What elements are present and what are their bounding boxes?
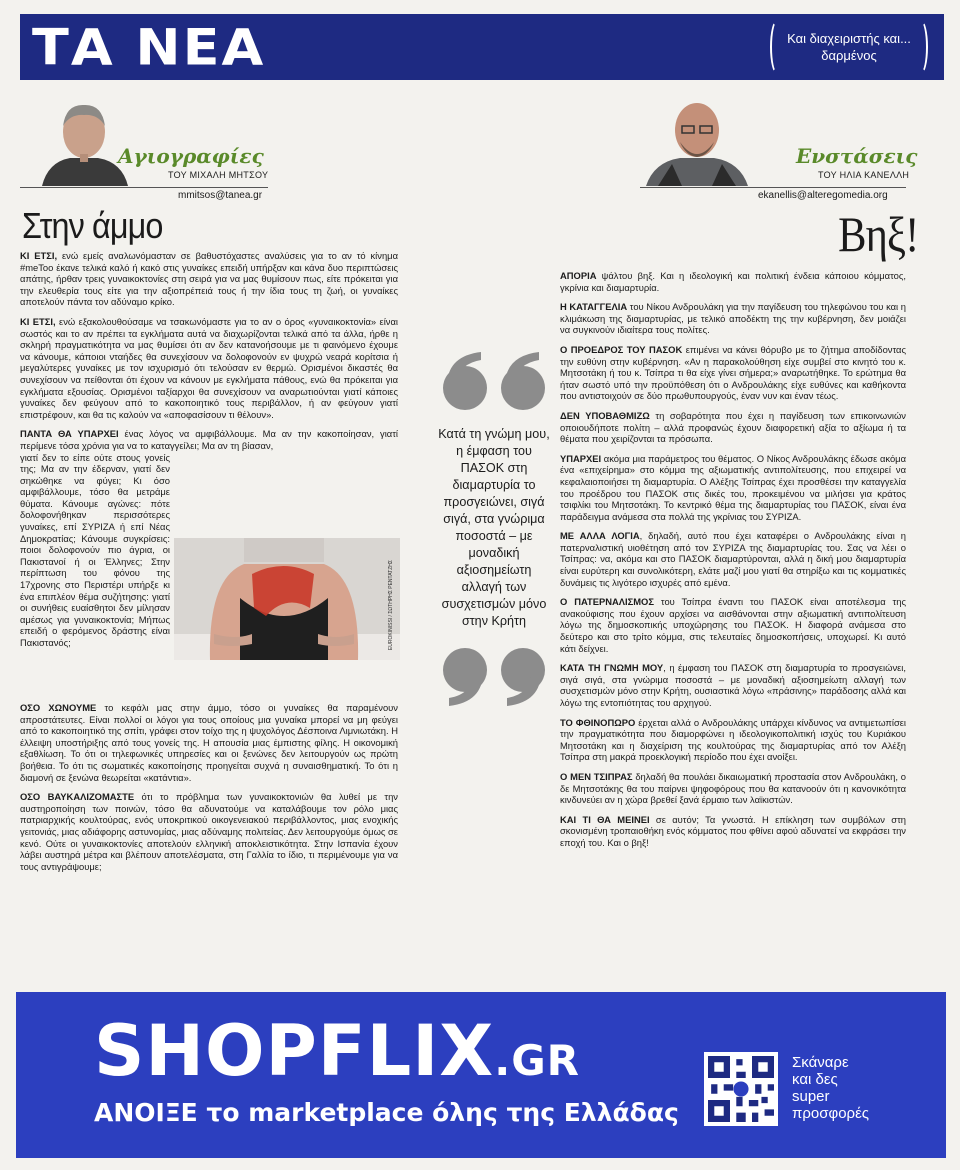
byline-right: ΤΟΥ ΗΛΙΑ ΚΑΝΕΛΛΗ bbox=[818, 170, 910, 180]
email-right[interactable]: ekanellis@alteregomedia.org bbox=[758, 190, 888, 201]
ad-tagline: ΑΝΟΙΞΕ το marketplace όλης της Ελλάδας bbox=[94, 1098, 679, 1127]
paragraph-lead: ΑΠΟΡΙΑ bbox=[560, 270, 597, 281]
protest-photo-illustration bbox=[174, 538, 400, 660]
open-quote-icon bbox=[436, 350, 552, 412]
divider-right bbox=[640, 187, 906, 188]
paragraph bbox=[560, 301, 906, 336]
paragraph-text: ψάλτου βηξ. Και η ιδεολογική και πολιτική ένδεια κάποιου κόμματος, γκρίνια και διαμαρτυρία. bbox=[560, 270, 906, 293]
paragraph-text: του Νίκου Ανδρουλάκη για την παγίδευση του τηλεφώνου του και η κλιμάκωση της διαμαρτυρίας, με τελικό αποδέκτη της την κυβέρνηση, δεν μοιάζει να συγκινούν ιδιαίτερα τους πολίτες. bbox=[560, 301, 906, 336]
paragraph bbox=[560, 662, 906, 708]
shopflix-advertisement[interactable] bbox=[16, 992, 946, 1158]
paragraph-lead: ΔΕΝ ΥΠΟΒΑΘΜΙΖΩ bbox=[560, 409, 650, 421]
paragraph bbox=[560, 453, 906, 523]
columnist-photo-kanellis bbox=[638, 96, 756, 186]
paragraph-text: ότι το πρόβλημα των γυναικοκτονιών θα λυθεί με την αυστηροποίηση των ποινών, τόσο θα αδυνατούμε να καταλάβουμε τον ρόλο μιας πατριαρχικής κουλτούρας, ενός υποκριτικού οικογενειακού περιβάλλοντος, μιας ενοχικής γειτονιάς, μιας αδιάφορης αστυνομίας, μιας αδύναμης πολιτείας. Δεν λειτουργούμε όμως σε κενό. Ούτε οι γυναικοκτονίες αποτελούν ελληνική αποκλειστικότητα. Στην Ισπανία έχουν λάβει αυστηρά μέτρα και βλέπουν αποτελέσματα, στη Γαλλία το ίδιο, τι περιμένουμε για να τους αντιγράψουμε; bbox=[20, 791, 398, 872]
paragraph-text: του Τσίπρα έναντι του ΠΑΣΟΚ είναι αποτέλεσμα της ανακούφισης που έχουν αρχίσει να αισθάνονται στην αξιωματική αντιπολίτευση λόγω της δημοσκοπικής υποχώρησης του ΠΑΣΟΚ. Η διαφορά ανάμεσα στο δεύτερο και στο τρίτο κόμμα, στις τελευταίες δημοσκοπήσεις, υποχωρεί. Κι αυτό κάτι δείχνει. bbox=[560, 596, 906, 654]
paragraph-lead: ΚΑΤΑ ΤΗ ΓΝΩΜΗ ΜΟΥ bbox=[560, 662, 664, 674]
paragraph-lead: ΥΠΑΡΧΕΙ bbox=[560, 452, 602, 464]
paragraph bbox=[20, 428, 398, 451]
paragraph-lead: Ο ΠΑΤΕΡΝΑΛΙΣΜΟΣ bbox=[560, 596, 654, 608]
paragraph-text: ενώ εξακολουθούσαμε να τσακωνόμαστε για το αν ο όρος «γυναικοκτονία» είναι σωστός και το αν πρέπει τα εγκλήματα αυτά να διαχωρίζονται τελικά από τα άλλα, ήρθε η σκληρή πραγματικότητα να μας θυμίσει ότι αν δεν κατανοήσουμε με τι φαινόμενο έχουμε να κάνουμε, κάποιοι νταήδες θα συνεχίσουν να δολοφονούν εν ψυχρώ νεαρά κορίτσια ή μεγαλύτερες γυναίκες με τον ισχυρισμό ότι τελούσαν εν θερμώ. Ορισμένοι δικαστές θα συνεχίσουν να πείθονται ότι έχουν να κάνουν με εγκλήματα πάθους, ενώ θα πρόκειται για εγκλήματα εξουσίας. Ορισμένοι ταξίαρχοι θα συνεχίσουν να αναρωτιούνται γιατί κάποιες γυναίκες δεν φεύγουν από το κακοποιητικό τους περιβάλλον, ή αν φεύγουν γιατί επιστρέφουν, και θα τις καλούν να «αποφασίσουν τι θέλουν». bbox=[20, 315, 399, 420]
paragraph-lead: ΚΑΙ ΤΙ ΘΑ ΜΕΙΝΕΙ bbox=[560, 813, 650, 825]
paragraph-lead: ΟΣΟ ΧΩΝΟΥΜΕ bbox=[20, 702, 97, 713]
paragraph bbox=[20, 316, 398, 420]
qr-code-icon[interactable] bbox=[704, 1052, 778, 1126]
headline-right: Βηξ! bbox=[837, 206, 918, 262]
paragraph-text: ένας λόγος να αμφιβάλλουμε. Μα αν την κακοποίησαν, γιατί περίμενε τόσα χρόνια για να το καταγγείλει; Μα αν τη βίασαν, bbox=[20, 428, 399, 451]
paragraph-text: τη σοβαρότητα που έχει η παγίδευση των επικοινωνιών οποιουδήποτε πολίτη – αλλά προφανώς έχουν διαφορετική αξία το αξίωμα ή τα θέματα που χειρίζονται τα πρόσωπα. bbox=[560, 409, 906, 445]
email-left[interactable]: mmitsos@tanea.gr bbox=[178, 190, 263, 201]
paragraph-text: ακόμα μια παράμετρος του θέματος. Ο Νίκος Ανδρουλάκης έδωσε ακόμα ένα «επιχείρημα» στο κόμμα της αξιωματικής αντιπολίτευσης, που επιχειρεί να κεφαλαιοποιήσει τη διαμαρτυρία. Ο Αλέξης Τσίπρας έχει προσθέσει την καταγγελία του προέδρου του ΠΑΣΟΚ στις δικές του, προκειμένου να μιλήσει για κράτος τσιφλίκι του Μητσοτάκη. Το κεντρικό θέμα της διαμαρτυρίας του ΠΑΣΟΚ, είναι ένα παράδειγμα ανάμεσα στα πολλά της γκρίνιας του ΣΥΡΙΖΑ. bbox=[560, 452, 906, 522]
paragraph-text: γιατί δεν το είπε ούτε στους γονείς της; Μα αν την έδερναν, γιατί δεν σηκώθηκε να φύγει; Κι όσο αμφιβάλλουμε, τόσο θα μετράμε θύματα. Κάνουμε αγώνες: πότε δολοφονήθηκαν περισσότερες γυναίκες, επί ΣΥΡΙΖΑ ή επί Νέας Δημοκρατίας; Κάνουμε συγκρίσεις: ποιοι δολοφονούν πιο άγρια, οι Πακιστανοί ή οι Έλληνες; Στην περίπτωση του φόνου της 17χρονης στο Περιστέρι υπήρξε κι ένα επιπλέον θέμα συζήτησης: γιατί οι συνήθεις ευαίσθητοι δεν μίλησαν αμέσως για γυναικοκτονία; Μήπως επειδή ο φερόμενος δράστης είναι Πακιστανός; bbox=[20, 451, 170, 648]
column-name-left: Αγιογραφίες bbox=[118, 144, 264, 168]
paragraph-lead: ΜΕ ΑΛΛΑ ΛΟΓΙΑ bbox=[560, 530, 640, 542]
ad-brand: SHOPFLIX bbox=[94, 1010, 495, 1092]
paragraph bbox=[560, 814, 906, 849]
byline-left: ΤΟΥ ΜΙΧΑΛΗ ΜΗΤΣΟΥ bbox=[168, 170, 269, 180]
pull-quote-text: Κατά τη γνώμη μου, η έμφαση του ΠΑΣΟΚ στη διαμαρτυρία το προσγειώνει, σιγά σιγά, στα γνώριμα ποσοστά – με μοναδική αξιοσημείωτη αλλαγή των συσχετισμών μόνο στην Κρήτη bbox=[438, 427, 550, 628]
ad-logo[interactable] bbox=[94, 1010, 580, 1092]
article-photo bbox=[174, 538, 400, 660]
cta-line: Σκάναρε bbox=[792, 1054, 849, 1071]
paragraph-lead: Ο ΜΕΝ ΤΣΙΠΡΑΣ bbox=[560, 770, 633, 782]
paragraph-lead: ΟΣΟ ΒΑΥΚΑΛΙΖΟΜΑΣΤΕ bbox=[20, 791, 135, 803]
paragraph bbox=[560, 270, 906, 293]
paragraph-lead: ΠΑΝΤΑ ΘΑ ΥΠΑΡΧΕΙ bbox=[20, 428, 119, 440]
paragraph-text: ενώ εμείς αναλωνόμασταν σε βαθυστόχαστες αναλύσεις για το αν τό κίνημα #meToo έκανε τελικά καλό ή κακό στις γυναίκες επειδή υπήρξαν και κάνα δυο περιπτώσεις απάτης, ήρθαν τρεις γυναικοκτονίες στη σειρά για να μας θυμίσουν πως, είτε πρόκειται για την ελευθερία τους είτε για την αξιοπρέπειά τους ή την ίδια τους τη ζωή, οι γυναίκες αποτελούν πάντα τον αδύναμο κρίκο. bbox=[20, 250, 398, 308]
paragraph-lead: ΚΙ ΕΤΣΙ, bbox=[20, 315, 56, 327]
paragraph-text: σε αυτόν; Τα γνωστά. Η επίκληση των συμβόλων στη σκονισμένη τροπαιοθήκη ενός κόμματος που φθίνει αφού αδυνατεί να εκφράσει την εποχή του. Και ο βηξ! bbox=[560, 813, 906, 848]
divider-left bbox=[20, 187, 268, 188]
cta-line: προσφορές bbox=[792, 1105, 869, 1122]
paragraph bbox=[20, 250, 398, 308]
paragraph-lead: ΤΟ ΦΘΙΝΟΠΩΡΟ bbox=[560, 716, 636, 728]
paragraph bbox=[20, 702, 398, 783]
paragraph bbox=[560, 344, 906, 402]
paragraph-text: , η έμφαση του ΠΑΣΟΚ στη διαμαρτυρία το προσγειώνει, σιγά σιγά, στα γνώριμα ποσοστά – με μοναδική αξιοσημείωτη αλλαγή των συσχετισμών μόνο στην Κρήτη, ουσιαστικά λόγω «πράσινης» παράδοσης αλλά και λόγω της εντοπιότητας του αρχηγού. bbox=[560, 662, 906, 708]
paragraph-wrapped bbox=[20, 452, 170, 649]
photo-credit: EUROKINISSI / ΣΩΤΗΡΗΣ ΡΕΝΤΑΤΖΗΣ bbox=[388, 560, 394, 651]
masthead-motto: Και διαχειριστής και... δαρμένος bbox=[774, 24, 924, 70]
portrait-illustration bbox=[36, 96, 132, 186]
paragraph bbox=[560, 596, 906, 654]
close-quote-icon bbox=[436, 646, 552, 708]
paragraph-text: έρχεται αλλά ο Ανδρουλάκης υπάρχει κίνδυνος να αντιμετωπίσει την πραγματικότητα που διαμορφώνει η ιδεολογικοπολιτική ισχύς του Κυριάκου Μητσοτάκη και η διαχείριση της κουλτούρας της διαμαρτυρίας από τον Αλέξη Τσίπρα στη μακρά προεκλογική περίοδο που έχει ανοίξει. bbox=[560, 716, 906, 763]
paragraph-text: επιμένει να κάνει θόρυβο με το ζήτημα αποδίδοντας την ευθύνη στην κυβέρνηση. «Αν η παρακολούθηση είχε συμβεί στο κινητό του κ. Μητσοτάκη ή του κ. Τσίπρα τι θα είχε γίνει σήμερα;» αναρωτήθηκε. Το ερώτημα θα ήταν σωστό υπό την προϋπόθεση ότι ο Ανδρουλάκης είχε ευθύνες και καθήκοντα που αντιστοιχούν σε δύο πρωθυπουργούς, έναν νυν και έναν τέως. bbox=[560, 343, 906, 402]
portrait-illustration bbox=[638, 96, 756, 186]
cta-line: και δες bbox=[792, 1071, 838, 1088]
paragraph-lead: Η ΚΑΤΑΓΓΕΛΙΑ bbox=[560, 301, 628, 313]
paragraph bbox=[560, 771, 906, 806]
paragraph-lead: ΚΙ ΕΤΣΙ, bbox=[20, 250, 58, 261]
paragraph-text: δηλαδή θα πουλάει δικαιωματική προστασία στον Ανδρουλάκη, ο δε Μητσοτάκης θα του παίρνει ψηφοφόρους που θα κατανοούν ότι η κανονικότητα κινδυνεύει αν η χώρα βρεθεί ξανά έρμαιο των λαϊκιστών. bbox=[560, 770, 906, 806]
paragraph bbox=[20, 791, 398, 872]
pull-quote bbox=[436, 350, 552, 708]
newspaper-title: ΤΑ ΝΕΑ bbox=[32, 18, 266, 76]
article-right bbox=[560, 270, 906, 857]
cta-line: super bbox=[792, 1088, 830, 1105]
paragraph-lead: Ο ΠΡΟΕΔΡΟΣ ΤΟΥ ΠΑΣΟΚ bbox=[560, 343, 683, 355]
ad-call-to-action bbox=[792, 1054, 869, 1122]
paragraph bbox=[560, 530, 906, 588]
paragraph-text: το κεφάλι μας στην άμμο, τόσο οι γυναίκες θα παραμένουν απροστάτευτες. Είναι πολλοί οι λόγοι για τους οποίους μια γυναίκα μπορεί να μη φεύγει από το κακοποιητικό της σπίτι, γράφει στον τοίχο της η ψυχολόγος Δέσποινα Λιμνιωτάκη. Η έλλειψη υποστήριξης από τους γονείς της. Η απουσία μιας έμπιστης φίλης. Η οικονομική εξαθλίωση. Το ότι οι τηλεφωνικές υπηρεσίες και οι ξενώνες δεν λειτουργούν ως πρώτη βοήθεια. Το ότι τις σωματικές κακοποίησης προηγείται συχνά η συναισθηματική. Το ότι η διαμονή σε ξενώνα θεωρείται «κατάντια». bbox=[20, 702, 398, 783]
headline-left: Στην άμμο bbox=[22, 205, 163, 246]
paragraph bbox=[560, 717, 906, 763]
article-left-continued bbox=[20, 702, 398, 880]
masthead bbox=[20, 14, 944, 80]
paragraph bbox=[560, 410, 906, 445]
columnist-photo-mitsos bbox=[36, 96, 132, 186]
ad-domain: .GR bbox=[494, 1036, 581, 1085]
column-name-right: Ενστάσεις bbox=[796, 144, 918, 168]
paragraph-text: , δηλαδή, αυτό που έχει καταφέρει ο Ανδρουλάκης είναι η πατερναλιστική υιοθέτηση από τον ΣΥΡΙΖΑ της διαμαρτυρίας του. Σας να λέει ο Τσίπρας: να, ακόμα και στο ΠΑΣΟΚ διαμαρτύρονται, αλλά η δική μου διαμαρτυρία είναι ευρύτερη και συνολικότερη, ελάτε μαζί μου γιατί θα στηρίξω και τις κομματικές δυνάμεις τις λιγότερο ισχυρές από εμένα. bbox=[560, 530, 906, 588]
